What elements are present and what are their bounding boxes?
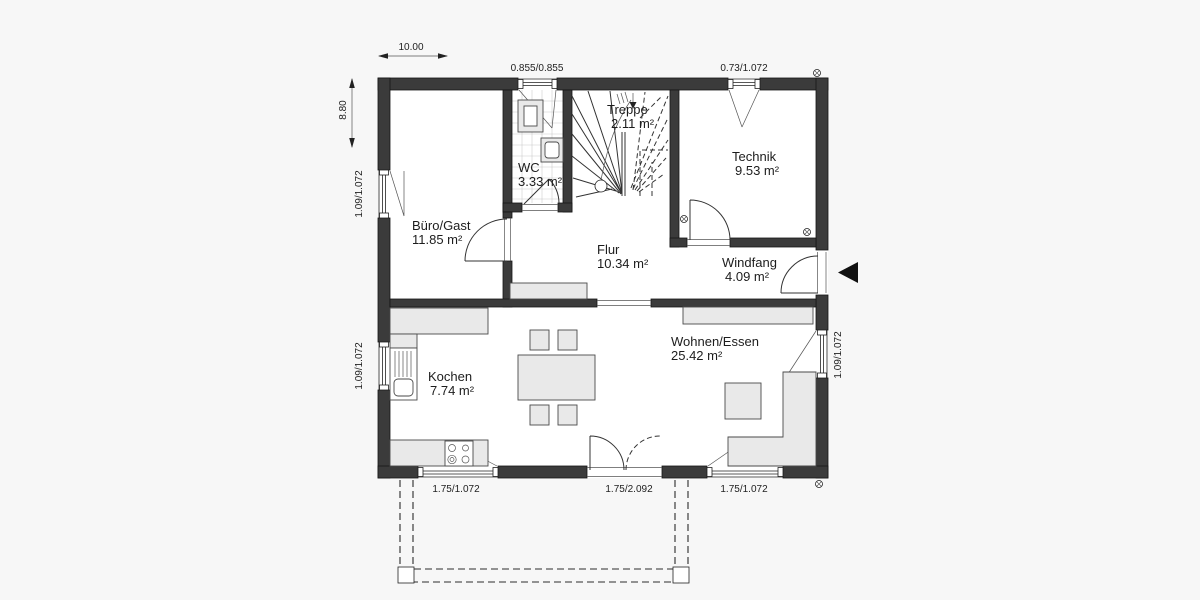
kitchen-counter-top (390, 308, 488, 334)
room-area-technik: 9.53 m² (735, 163, 780, 178)
sideboard-living (683, 307, 813, 324)
overall-depth-label: 8.80 (338, 100, 349, 120)
reference-point-marker (804, 229, 811, 236)
kitchen-stove (445, 441, 473, 466)
room-label-technik: Technik (732, 149, 777, 164)
dining-table (518, 355, 595, 400)
coffee-table (725, 383, 761, 419)
room-label-treppe: Treppe (607, 102, 648, 117)
reference-point-marker (814, 70, 821, 77)
room-label-kochen: Kochen (428, 369, 473, 384)
room-area-wc: 3.33 m² (518, 174, 563, 189)
chair (558, 405, 577, 425)
window-label-left-2: 1.09/1.072 (354, 342, 365, 390)
window-label-top-2: 0.73/1.072 (720, 63, 768, 74)
entrance-arrow-icon (838, 262, 858, 283)
window-label-right-1: 1.09/1.072 (833, 331, 844, 379)
room-area-wohnen-essen: 25.42 m² (671, 348, 723, 363)
room-label-wc: WC (518, 160, 540, 175)
room-label-buero-gast: Büro/Gast (412, 218, 471, 233)
window-label-bottom-2: 1.75/2.092 (605, 484, 653, 495)
wc-toilet (541, 138, 563, 162)
wc-sink (518, 100, 543, 132)
window-label-top-1: 0.855/0.855 (510, 63, 564, 74)
kitchen-counter-side (390, 334, 417, 348)
room-area-treppe: 2.11 m² (611, 116, 655, 131)
sideboard-hall (510, 283, 587, 299)
overall-width-label: 10.00 (398, 42, 424, 53)
room-area-kochen: 7.74 m² (430, 383, 475, 398)
room-label-wohnen-essen: Wohnen/Essen (671, 334, 759, 349)
room-area-buero-gast: 11.85 m² (412, 232, 463, 247)
room-area-windfang: 4.09 m² (725, 269, 770, 284)
chair (530, 330, 549, 350)
reference-point-marker (681, 216, 688, 223)
room-label-flur: Flur (597, 242, 620, 257)
chair (558, 330, 577, 350)
reference-point-marker (816, 481, 823, 488)
room-area-flur: 10.34 m² (597, 256, 649, 271)
kitchen-sink (390, 348, 417, 400)
window-label-bottom-1: 1.75/1.072 (432, 484, 480, 495)
chair (530, 405, 549, 425)
window-label-bottom-3: 1.75/1.072 (720, 484, 768, 495)
window-label-left-1: 1.09/1.072 (354, 170, 365, 218)
terrace-outline (398, 480, 689, 583)
room-label-windfang: Windfang (722, 255, 777, 270)
